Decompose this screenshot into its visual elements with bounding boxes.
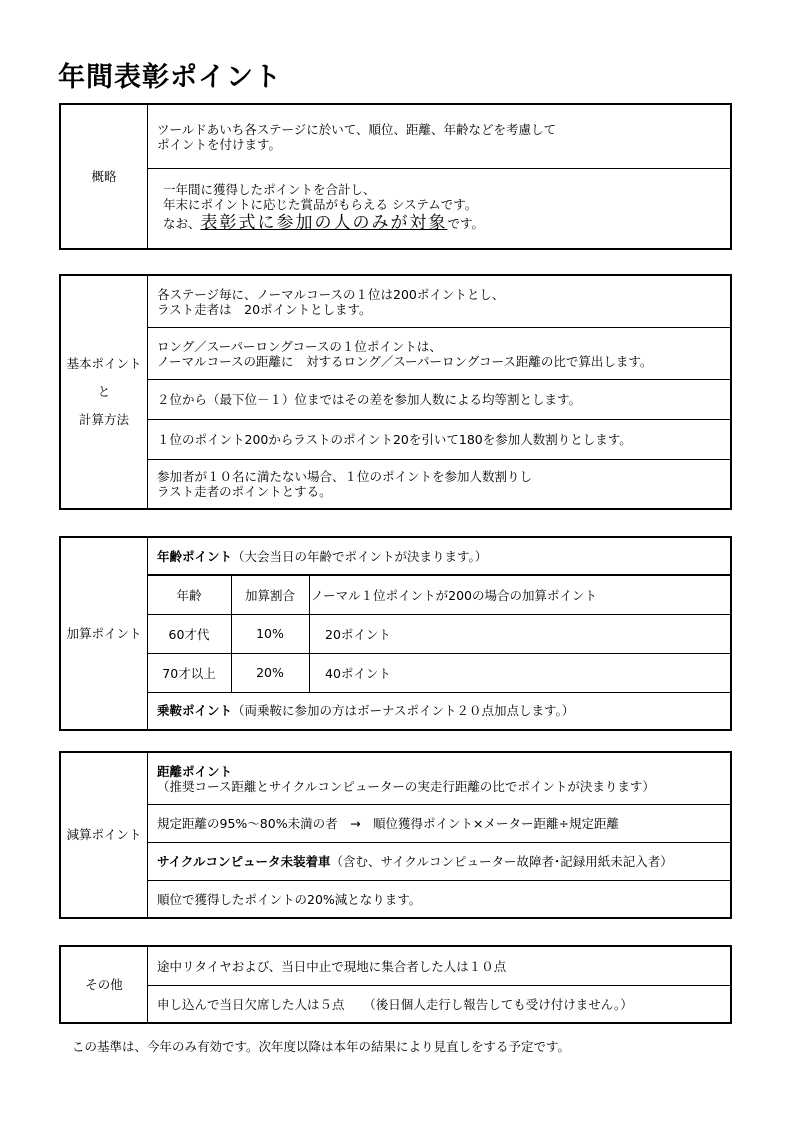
overview-text: ツールドあいち各ステージに於いて、順位、距離、年齢などを考慮して — [157, 121, 557, 137]
rule-text: ロング／スーパーロングコースの１位ポイントは、 — [157, 338, 442, 354]
note-suffix: です。 — [447, 216, 485, 231]
overview-note — [163, 212, 730, 235]
age-points-note: （大会当日の年齢でポイントが決まります。） — [232, 548, 488, 564]
other-rule-text: 申し込んで当日欠席した人は５点 （後日個人走行し報告しても受け付けません。） — [157, 996, 633, 1012]
cyclocomputer-note: （含む、サイクルコンピューター故障者･記録用紙未記入者） — [330, 854, 673, 869]
page-title: 年間表彰ポイント — [58, 62, 282, 93]
rule-text: ラスト走者は 20ポイントとします。 — [157, 301, 372, 317]
cyclocomputer-row — [147, 843, 730, 881]
deduction-points-label: 減算ポイント — [61, 753, 148, 917]
basic-rule-row — [147, 328, 730, 380]
norikura-points-row — [147, 692, 730, 729]
table-cell-points: 20ポイント — [325, 626, 391, 642]
overview-text: ポイントを付けます。 — [157, 136, 282, 152]
label-line: 基本ポイントと — [66, 356, 142, 399]
table-cell-points: 40ポイント — [325, 665, 391, 681]
note-prefix: なお、 — [163, 216, 201, 231]
table-cell-age: 70才以上 — [162, 665, 216, 681]
rule-text: ２位から（最下位－１）位まではその差を参加人数による均等割とします。 — [157, 392, 582, 407]
rule-text: １位のポイント200からラストのポイント20を引いて180を参加人数割りとします。 — [157, 432, 632, 447]
deduction-rule-row — [147, 881, 730, 917]
label-line: 計算方法 — [78, 412, 129, 427]
cyclocomputer-title: サイクルコンピュータ未装着車 — [157, 854, 331, 869]
norikura-points-title: 乗鞍ポイント — [157, 703, 233, 718]
overview-row — [147, 169, 730, 248]
table-header: 年齢 — [176, 588, 202, 603]
bonus-points-label: 加算ポイント — [61, 538, 148, 729]
basic-rule-row — [147, 460, 730, 508]
overview-text: 年末にポイントに応じた賞品がもらえる システムです。 — [163, 197, 478, 212]
overview-row — [147, 105, 730, 169]
rule-text: 参加者が１０名に満たない場合、１位のポイントを参加人数割りし — [157, 469, 533, 484]
rule-text: 各ステージ毎に、ノーマルコースの１位は200ポイントとし、 — [157, 286, 505, 302]
other-rule-row — [147, 947, 730, 986]
distance-points-note: （推奨コース距離とサイクルコンピューターの実走行距離の比でポイントが決まります） — [157, 778, 655, 794]
rule-text: ラスト走者のポイントとする。 — [157, 484, 332, 499]
basic-rule-row — [147, 276, 730, 328]
emphasis-text: 表彰式に参加の人のみが対象 — [200, 213, 448, 233]
deduction-rule-text: 順位で獲得したポイントの20%減となります。 — [157, 891, 422, 907]
overview-label: 概略 — [61, 105, 148, 248]
other-rule-row — [147, 986, 730, 1022]
table-cell-rate: 10% — [256, 626, 284, 641]
table-cell-rate: 20% — [256, 665, 284, 680]
bonus-points-section — [59, 536, 732, 731]
age-points-title: 年齢ポイント — [157, 548, 233, 564]
rule-text: ノーマルコースの距離に 対するロング／スーパーロングコース距離の比で算出します。 — [157, 353, 653, 369]
overview-section — [59, 103, 732, 250]
overview-text: 一年間に獲得したポイントを合計し、 — [163, 182, 376, 197]
other-rule-text: 途中リタイヤおよび、当日中止で現地に集合者した人は１０点 — [157, 958, 507, 974]
other-section — [59, 945, 732, 1024]
basic-points-section — [59, 274, 732, 510]
table-header: ノーマル１位ポイントが200の場合の加算ポイント — [311, 588, 597, 603]
table-divider — [309, 576, 310, 692]
deduction-points-section — [59, 751, 732, 919]
basic-points-label — [61, 276, 148, 508]
distance-points-row — [147, 753, 730, 805]
table-cell-age: 60才代 — [168, 626, 210, 642]
other-label: その他 — [61, 947, 148, 1022]
basic-rule-row — [147, 420, 730, 460]
basic-rule-row — [147, 380, 730, 420]
distance-points-title: 距離ポイント — [157, 763, 233, 779]
deduction-rule-row — [147, 805, 730, 843]
norikura-points-note: （両乗鞍に参加の方はボーナスポイント２０点加点します。） — [232, 703, 575, 718]
age-points-row — [147, 538, 730, 576]
deduction-rule-text: 規定距離の95%～80%未満の者 → 順位獲得ポイント×メーター距離÷規定距離 — [157, 816, 619, 831]
table-header: 加算割合 — [244, 588, 295, 603]
footer-note: この基準は、今年のみ有効です。次年度以降は本年の結果により見直しをする予定です。 — [72, 1039, 571, 1054]
